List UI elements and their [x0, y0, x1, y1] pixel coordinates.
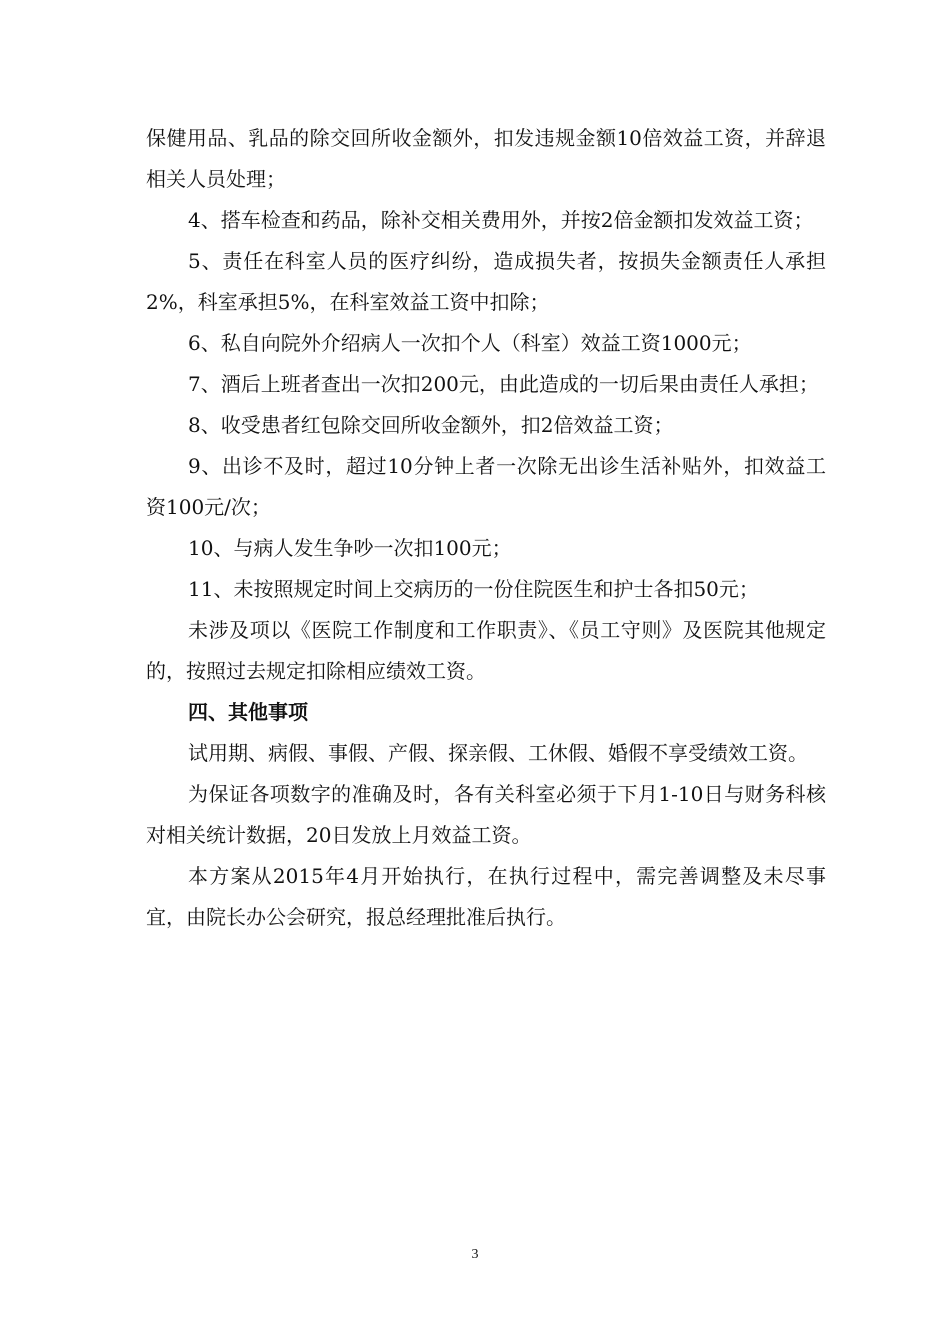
paragraph: 未涉及项以《医院工作制度和工作职责》、《员工守则》及医院其他规定的，按照过去规定扣除相应绩效工资。: [146, 618, 826, 683]
document-body: [146, 118, 826, 938]
paragraph: 试用期、病假、事假、产假、探亲假、工休假、婚假不享受绩效工资。: [188, 741, 808, 765]
paragraph: 5、责任在科室人员的医疗纠纷，造成损失者，按损失金额责任人承担2%，科室承担5%，在科室效益工资中扣除；: [146, 249, 826, 314]
paragraph: 为保证各项数字的准确及时，各有关科室必须于下月1-10日与财务科核对相关统计数据，20日发放上月效益工资。: [146, 782, 826, 847]
page-number: 3: [471, 1247, 479, 1262]
paragraph: 本方案从2015年4月开始执行，在执行过程中，需完善调整及未尽事宜，由院长办公会研究，报总经理批准后执行。: [146, 864, 826, 929]
paragraph: 6、私自向院外介绍病人一次扣个人（科室）效益工资1000元；: [188, 331, 752, 355]
paragraph: 保健用品、乳品的除交回所收金额外，扣发违规金额10倍效益工资，并辞退相关人员处理；: [146, 126, 826, 191]
paragraph: 7、酒后上班者查出一次扣200元，由此造成的一切后果由责任人承担；: [188, 372, 819, 396]
paragraph: 11、未按照规定时间上交病历的一份住院医生和护士各扣50元；: [188, 577, 759, 601]
paragraph: 8、收受患者红包除交回所收金额外，扣2倍效益工资；: [188, 413, 674, 437]
section-heading: 四、其他事项: [188, 700, 308, 724]
paragraph: 4、搭车检查和药品，除补交相关费用外，并按2倍金额扣发效益工资；: [188, 208, 814, 232]
paragraph: 9、出诊不及时，超过10分钟上者一次除无出诊生活补贴外，扣效益工资100元/次；: [146, 454, 826, 519]
paragraph: 10、与病人发生争吵一次扣100元；: [188, 536, 512, 560]
